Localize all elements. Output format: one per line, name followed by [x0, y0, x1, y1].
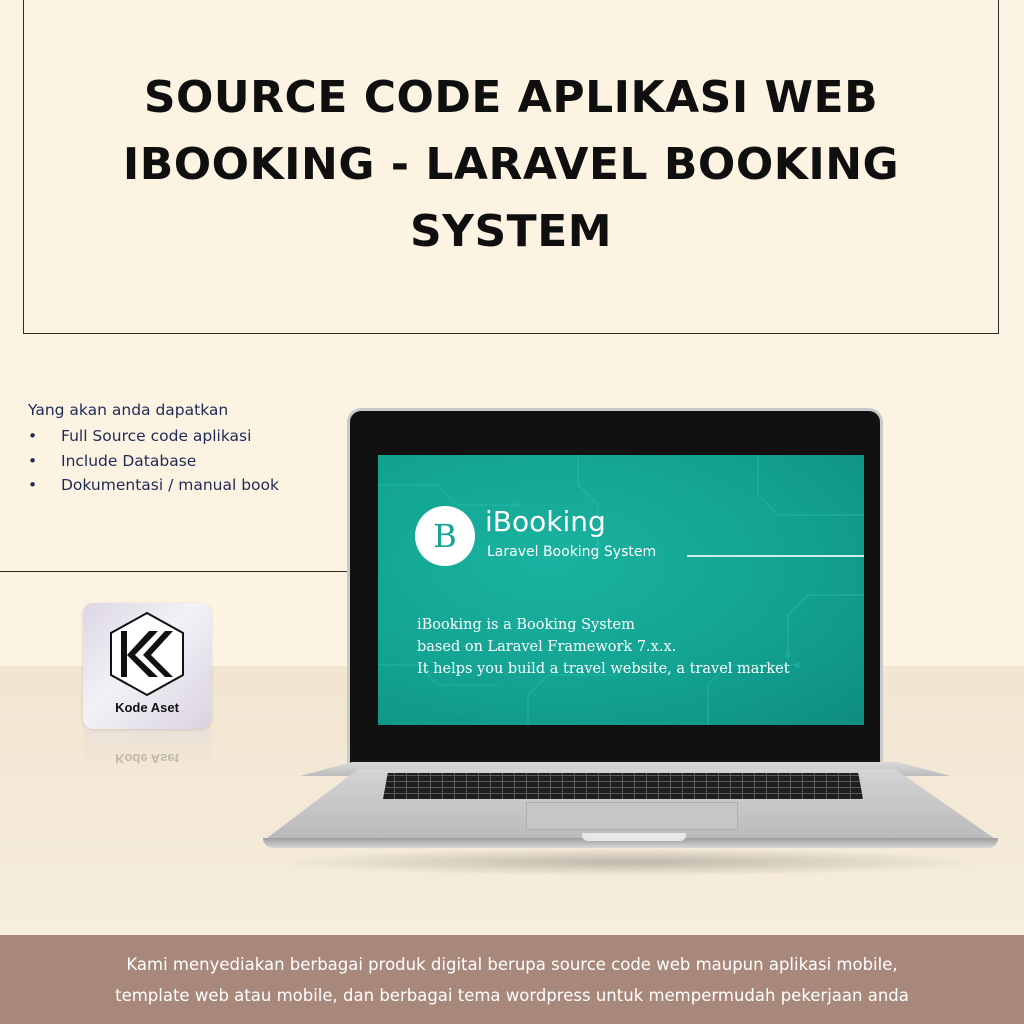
- kode-aset-logo: [83, 603, 211, 729]
- footer-bar: [0, 935, 1024, 1024]
- kode-aset-hexagon-icon: [83, 603, 211, 703]
- features-heading: Yang akan anda dapatkan: [28, 401, 229, 419]
- feature-item: • Dokumentasi / manual book: [28, 473, 279, 498]
- page-title: [121, 64, 901, 265]
- app-description: [417, 614, 790, 680]
- logo-reflection: [83, 730, 211, 770]
- badge-letter: B: [433, 517, 457, 555]
- app-description-line: It helps you build a travel website, a travel market: [417, 661, 790, 677]
- laptop-shadow: [270, 848, 990, 876]
- feature-item: • Include Database: [28, 449, 279, 474]
- logo-reflection-label: Kode Aset: [115, 751, 179, 766]
- title-box: [23, 0, 999, 334]
- laptop-screen: [378, 455, 864, 725]
- title-line-3: SYSTEM: [409, 206, 613, 257]
- app-description-line: based on Laravel Framework 7.x.x.: [417, 639, 677, 655]
- title-line-2: IBOOKING - LARAVEL BOOKING: [122, 139, 900, 190]
- divider: [0, 571, 348, 572]
- footer-line-1: Kami menyediakan berbagai produk digital berupa source code web maupun aplikasi mobile,: [126, 954, 898, 974]
- laptop-notch: [582, 833, 686, 841]
- laptop-keyboard: [383, 773, 863, 799]
- features-list: [28, 400, 279, 498]
- circuit-pattern: [378, 455, 864, 725]
- app-description-line: iBooking is a Booking System: [417, 617, 635, 633]
- footer-text: [32, 949, 992, 1011]
- ibooking-badge: [415, 506, 475, 566]
- laptop-trackpad: [526, 802, 738, 830]
- logo-label: Kode Aset: [115, 700, 179, 715]
- feature-item: • Full Source code aplikasi: [28, 424, 279, 449]
- app-name: iBooking: [485, 505, 606, 538]
- title-line-1: SOURCE CODE APLIKASI WEB: [143, 72, 879, 123]
- screen-rule: [687, 555, 864, 557]
- app-tagline: Laravel Booking System: [487, 544, 657, 560]
- footer-line-2: template web atau mobile, dan berbagai tema wordpress untuk mempermudah pekerjaan anda: [115, 985, 909, 1005]
